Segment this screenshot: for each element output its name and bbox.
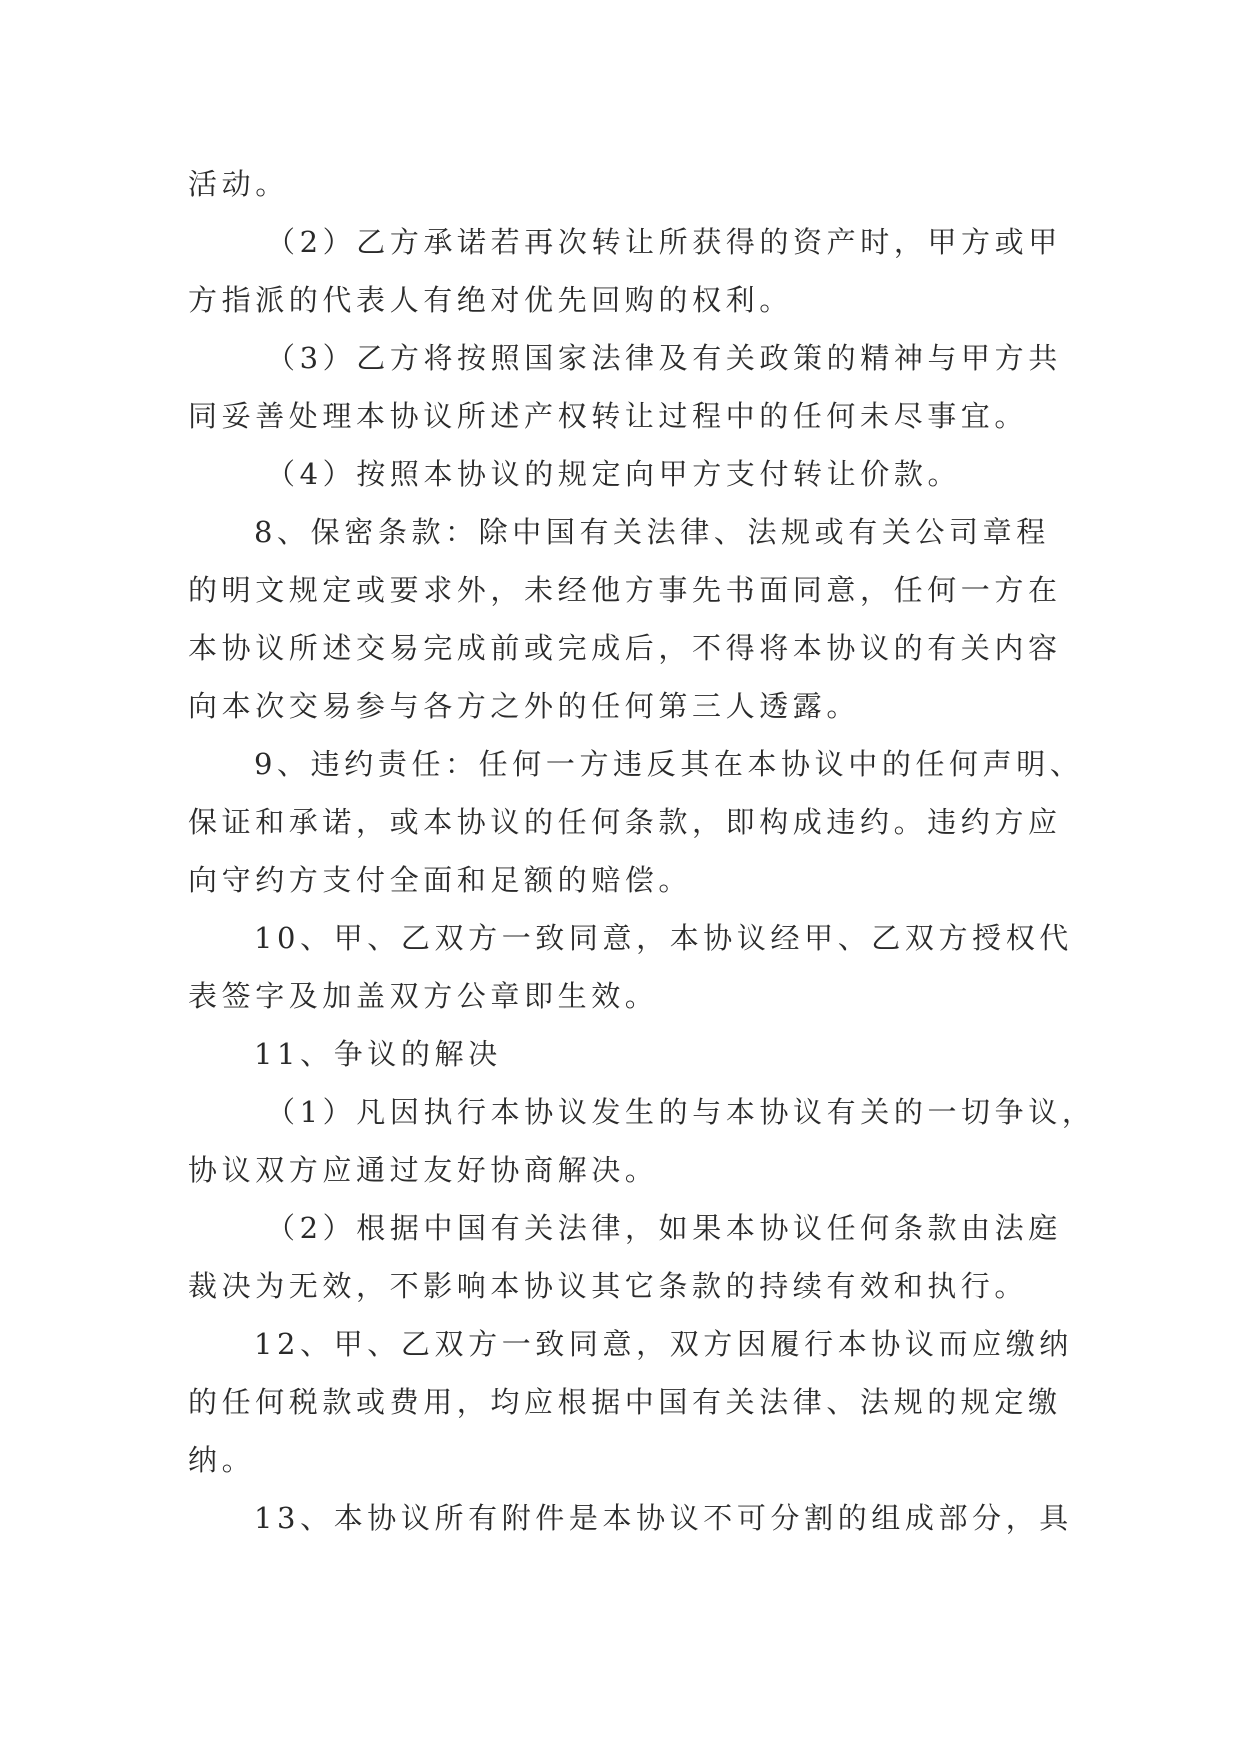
text-line: 9、违约责任：任何一方违反其在本协议中的任何声明、 — [254, 747, 1084, 781]
text-line: （2）根据中国有关法律，如果本协议任何条款由法庭 — [266, 1211, 1062, 1245]
text-line: 10、甲、乙双方一致同意，本协议经甲、乙双方授权代 — [254, 921, 1073, 955]
text-line: 保证和承诺，或本协议的任何条款，即构成违约。违约方应 — [188, 805, 1062, 839]
text-line: 12、甲、乙双方一致同意，双方因履行本协议而应缴纳 — [254, 1327, 1073, 1361]
text-line: （1）凡因执行本协议发生的与本协议有关的一切争议， — [266, 1095, 1096, 1129]
text-line: 本协议所述交易完成前或完成后，不得将本协议的有关内容 — [188, 631, 1062, 665]
text-line: 纳。 — [188, 1443, 256, 1477]
text-line: 的明文规定或要求外，未经他方事先书面同意，任何一方在 — [188, 573, 1062, 607]
text-line: 表签字及加盖双方公章即生效。 — [188, 979, 659, 1013]
text-line: 13、本协议所有附件是本协议不可分割的组成部分，具 — [254, 1501, 1073, 1535]
text-line: 向守约方支付全面和足额的赔偿。 — [188, 863, 693, 897]
text-line: 方指派的代表人有绝对优先回购的权利。 — [188, 283, 793, 317]
text-line: （3）乙方将按照国家法律及有关政策的精神与甲方共 — [266, 341, 1062, 375]
text-line: 裁决为无效，不影响本协议其它条款的持续有效和执行。 — [188, 1269, 1029, 1303]
text-line: （2）乙方承诺若再次转让所获得的资产时，甲方或甲 — [266, 225, 1062, 259]
text-line: （4）按照本协议的规定向甲方支付转让价款。 — [266, 457, 962, 491]
text-line: 向本次交易参与各方之外的任何第三人透露。 — [188, 689, 861, 723]
text-line: 同妥善处理本协议所述产权转让过程中的任何未尽事宜。 — [188, 399, 1029, 433]
text-line: 8、保密条款：除中国有关法律、法规或有关公司章程 — [254, 515, 1050, 549]
text-line: 的任何税款或费用，均应根据中国有关法律、法规的规定缴 — [188, 1385, 1062, 1419]
text-line: 活动。 — [188, 167, 289, 201]
text-line: 协议双方应通过友好协商解决。 — [188, 1153, 659, 1187]
text-line: 11、争议的解决 — [254, 1037, 502, 1071]
